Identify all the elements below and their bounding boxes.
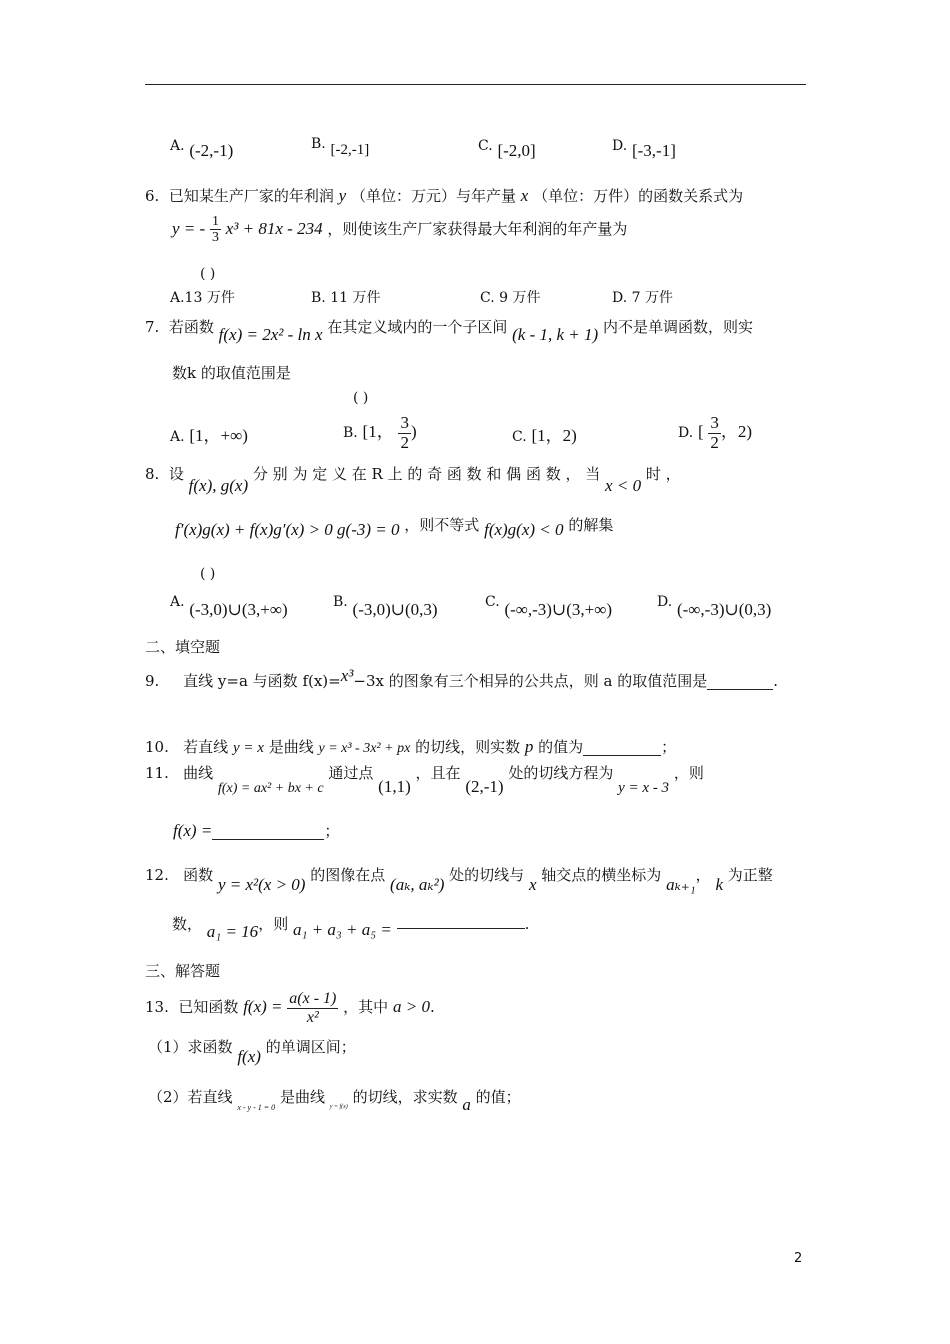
- q7-b-fraction: $\frac{3}{2}$: [400, 413, 409, 452]
- q5-option-b: B. [-2,-1]: [311, 136, 370, 158]
- q11-answer-blank[interactable]: [212, 824, 324, 840]
- q8-option-c: C. (-∞,-3)∪(3,+∞): [485, 594, 612, 619]
- section-fill-in: 二、填空题: [145, 638, 221, 656]
- q12: 12. 函数 y = x²(x > 0) 的图像在点 (aₖ, aₖ²) 处的切线与 x 轴交点的横坐标为 aₖ₊₁， k 为正整: [145, 866, 773, 894]
- q12-cont: 数， a₁ = 16，则 a₁ + a₃ + a₅ = .: [172, 915, 530, 941]
- q6-formula: y = - $\frac{1}{3}$ x³ + 81x - 234 ，则使该生产厂家获得最大年利润的年产量为: [172, 214, 628, 246]
- q13-fraction: $\frac{a(x - 1)}{\text{x²}}$: [289, 990, 337, 1026]
- q9: 9. 直线 y=a 与函数 f(x)=x³−3x 的图象有三个相异的公共点，则 a 的取值范围是 .: [145, 666, 778, 690]
- q10: 10. 若直线 y = x 是曲线 y = x³ - 3x² + px 的切线，则实数 p 的值为 ；: [145, 737, 677, 756]
- q7-stem: 7. 若函数 f(x) = 2x² - ln x 在其定义域内的一个子区间 (k - 1, k + 1) 内不是单调函数，则实: [145, 318, 753, 344]
- q7-option-b: B. [1， $\frac{3}{2}$ ): [343, 413, 417, 452]
- q13-part-1: （1）求函数 f(x) 的单调区间；: [148, 1038, 356, 1066]
- q12-answer-blank[interactable]: [397, 913, 525, 929]
- q8-answer-paren: ( ): [200, 566, 216, 582]
- q5-option-d: D. [-3,-1]: [612, 138, 676, 160]
- header-rule: [145, 84, 806, 85]
- q8-option-b: B. (-3,0)∪(0,3): [333, 594, 438, 619]
- q7-answer-paren: ( ): [353, 390, 369, 406]
- q10-answer-blank[interactable]: [583, 740, 661, 756]
- q6-option-a: A.13 万件: [170, 290, 235, 306]
- q5-option-a: A. (-2,-1): [170, 138, 234, 160]
- q13-stem: 13. 已知函数 f(x) = $\frac{a(x - 1)}{\text{x²}}$ ，其中 a > 0.: [145, 990, 435, 1026]
- q13-part-2: （2）若直线 $_{x - y - 1 = 0}$ 是曲线 $_{y = f(x)}$ 的切线，求实数 a 的值；: [148, 1088, 521, 1114]
- q7-stem-cont: 数k 的取值范围是: [172, 364, 291, 382]
- q8-option-a: A. (-3,0)∪(3,+∞): [170, 594, 288, 619]
- q6-option-d: D. 7 万件: [612, 290, 673, 306]
- page-number: 2: [794, 1251, 803, 1266]
- section-solutions: 三、解答题: [145, 962, 221, 980]
- q6-stem: 6. 已知某生产厂家的年利润 y （单位：万元）与年产量 x （单位：万件）的函数关系式为: [145, 186, 744, 205]
- q7-option-c: C. [1，2): [512, 426, 577, 445]
- q6-option-c: C. 9 万件: [480, 290, 541, 306]
- q6-fraction: $\frac{1}{3}$: [211, 214, 219, 246]
- q6-option-b: B. 11 万件: [311, 290, 381, 306]
- q8-option-d: D. (-∞,-3)∪(0,3): [657, 594, 772, 619]
- q7-d-fraction: $\frac{3}{2}$: [710, 413, 719, 452]
- q8-stem: 8. 设 f(x), g(x) 分 别 为 定 义 在 R 上 的 奇 函 数 和 偶 函 数 ， 当 x < 0 时 ，: [145, 465, 681, 495]
- q9-answer-blank[interactable]: [707, 674, 773, 690]
- q11: 11. 曲线 f(x) = ax² + bx + c 通过点 (1,1) ，且在 (2,-1) 处的切线方程为 y = x - 3 ，则: [145, 764, 704, 796]
- q8-condition: f′(x)g(x) + f(x)g′(x) > 0 g(-3) = 0 ，则不等式 f(x)g(x) < 0 的解集: [175, 516, 614, 539]
- q7-option-a: A. [1，+∞): [170, 426, 248, 445]
- q6-answer-paren: ( ): [200, 266, 216, 282]
- q11-answer: f(x) = ；: [173, 821, 340, 840]
- q7-option-d: D. [ $\frac{3}{2}$ ，2): [678, 413, 753, 452]
- q5-option-c: C. [-2,0]: [478, 138, 536, 160]
